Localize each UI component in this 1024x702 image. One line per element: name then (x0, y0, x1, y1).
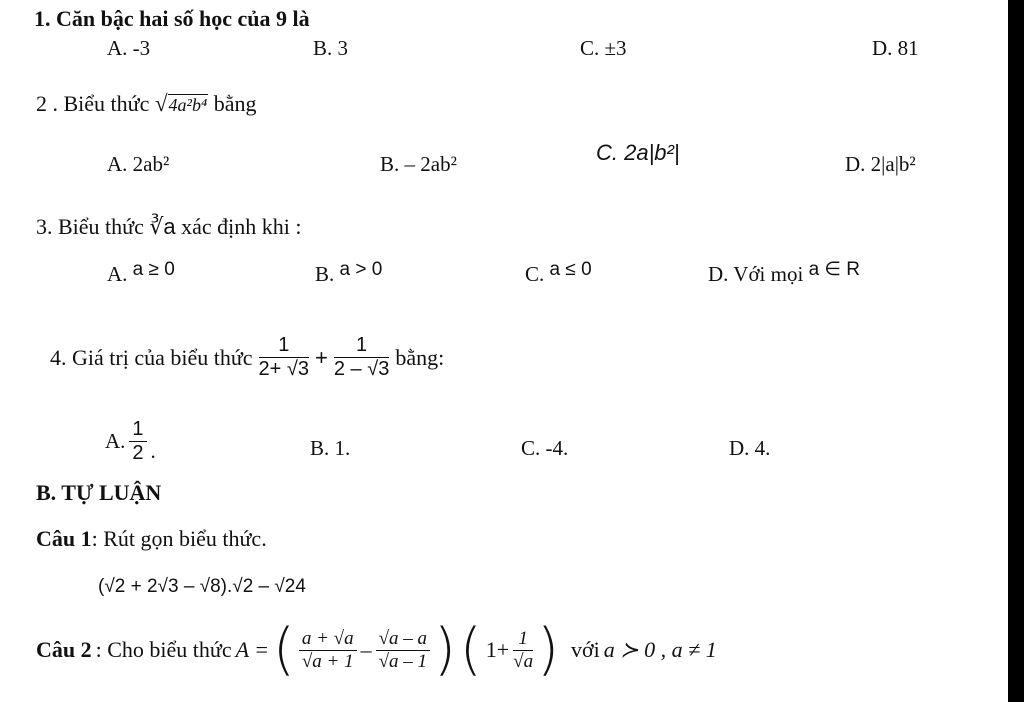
q4-stem-before: 4. Giá trị của biểu thức (50, 344, 253, 370)
q4-option-d: D. 4. (729, 436, 771, 460)
q2-stem-after: bằng (213, 91, 257, 116)
q3-option-c (525, 259, 592, 287)
cau2-fraction-2 (376, 628, 430, 673)
q3-option-c-label: C. (525, 262, 545, 286)
q2-stem (36, 90, 256, 117)
q1-option-a: A. -3 (107, 36, 151, 60)
cau2-fraction-3-denominator: √a (513, 650, 534, 672)
cau2-left-paren-2: ( (459, 617, 482, 682)
q1-stem (34, 6, 310, 32)
cau2-expression-lhs: A = (235, 637, 269, 662)
cau1-text: : Rút gọn biểu thức. (91, 526, 267, 551)
q1-option-d: D. 81 (872, 36, 919, 60)
cau2-right-paren-1: ) (434, 617, 456, 682)
q2-option-c: C. 2a|b²| (596, 140, 680, 165)
q3-option-d (708, 259, 860, 287)
q2-option-d: D. 2|a|b² (845, 152, 916, 176)
cau1-label: Câu 1 (36, 526, 92, 551)
q3-cube-root: ∛a (149, 214, 176, 239)
q3-option-a-expr: a ≥ 0 (132, 259, 175, 280)
q2-stem-before: 2 . Biểu thức (36, 91, 150, 116)
q4-option-a-tail: . (150, 439, 156, 463)
q1-stem-text: 1. Căn bậc hai số học của 9 là (34, 6, 310, 31)
cau2-fraction-2-numerator: √a – a (376, 628, 430, 651)
q4-stem (50, 334, 444, 381)
q3-option-b-label: B. (315, 262, 335, 286)
q4-fraction-2-numerator: 1 (334, 334, 389, 358)
q4-fraction-2-denominator: 2 – √3 (333, 358, 390, 380)
cau2-left-paren-1: ( (272, 617, 295, 682)
q3-option-c-expr: a ≤ 0 (549, 259, 592, 280)
q4-option-a (105, 418, 156, 465)
q4-fraction-1-numerator: 1 (259, 334, 309, 358)
q3-stem (36, 214, 302, 240)
cau2-condition-text: với (570, 637, 600, 662)
cau2-stem (36, 617, 717, 682)
cau2-right-paren-2: ) (537, 617, 559, 682)
cau2-fraction-3-numerator: 1 (513, 628, 533, 651)
q3-option-a (107, 259, 175, 287)
cau2-text: : Cho biểu thức (95, 637, 232, 662)
q2-radical: √4a²b⁴ (154, 90, 208, 116)
section-b-heading: B. TỰ LUẬN (36, 480, 162, 505)
q4-fraction-1-denominator: 2+ √3 (258, 358, 309, 380)
cau2-label: Câu 2 (36, 637, 92, 662)
cau1-stem (36, 526, 267, 552)
cau2-fraction-1-denominator: √a + 1 (301, 650, 354, 672)
q1-option-c: C. ±3 (580, 36, 627, 60)
q3-option-d-expr: a ∈ R (808, 259, 860, 280)
cau2-fraction-3 (513, 628, 533, 673)
q4-option-a-numerator: 1 (129, 418, 146, 442)
q4-option-a-denominator: 2 (132, 442, 144, 464)
cau2-one-plus: 1+ (485, 637, 510, 662)
q4-option-b: B. 1. (310, 436, 351, 460)
cau2-fraction-1 (299, 628, 357, 673)
cau1-expression: (√2 + 2√3 – √8).√2 – √24 (98, 576, 306, 597)
q4-fraction-2 (334, 334, 389, 381)
cau2-fraction-2-denominator: √a – 1 (378, 650, 428, 672)
q4-option-c: C. -4. (521, 436, 569, 460)
q2-option-b: B. – 2ab² (380, 152, 457, 176)
q4-plus-sign: + (315, 344, 328, 370)
q1-option-b: B. 3 (313, 36, 349, 60)
q3-option-a-label: A. (107, 262, 128, 286)
q4-option-a-label: A. (105, 429, 126, 453)
cau2-fraction-1-numerator: a + √a (299, 628, 357, 651)
q3-stem-after: xác định khi : (181, 214, 302, 239)
q4-option-a-fraction (129, 418, 146, 465)
cau2-condition-expr: a ≻ 0 , a ≠ 1 (603, 637, 717, 662)
q3-option-b (315, 259, 383, 287)
q2-option-a: A. 2ab² (107, 152, 170, 176)
cau2-minus-sign: – (360, 637, 372, 662)
q3-option-d-label: D. Với mọi (708, 262, 804, 286)
q4-stem-after: bằng: (395, 344, 445, 370)
q3-option-b-expr: a > 0 (339, 259, 383, 280)
q4-fraction-1 (259, 334, 309, 381)
q2-radicand: 4a²b⁴ (168, 95, 208, 115)
q3-stem-before: 3. Biểu thức (36, 214, 144, 239)
